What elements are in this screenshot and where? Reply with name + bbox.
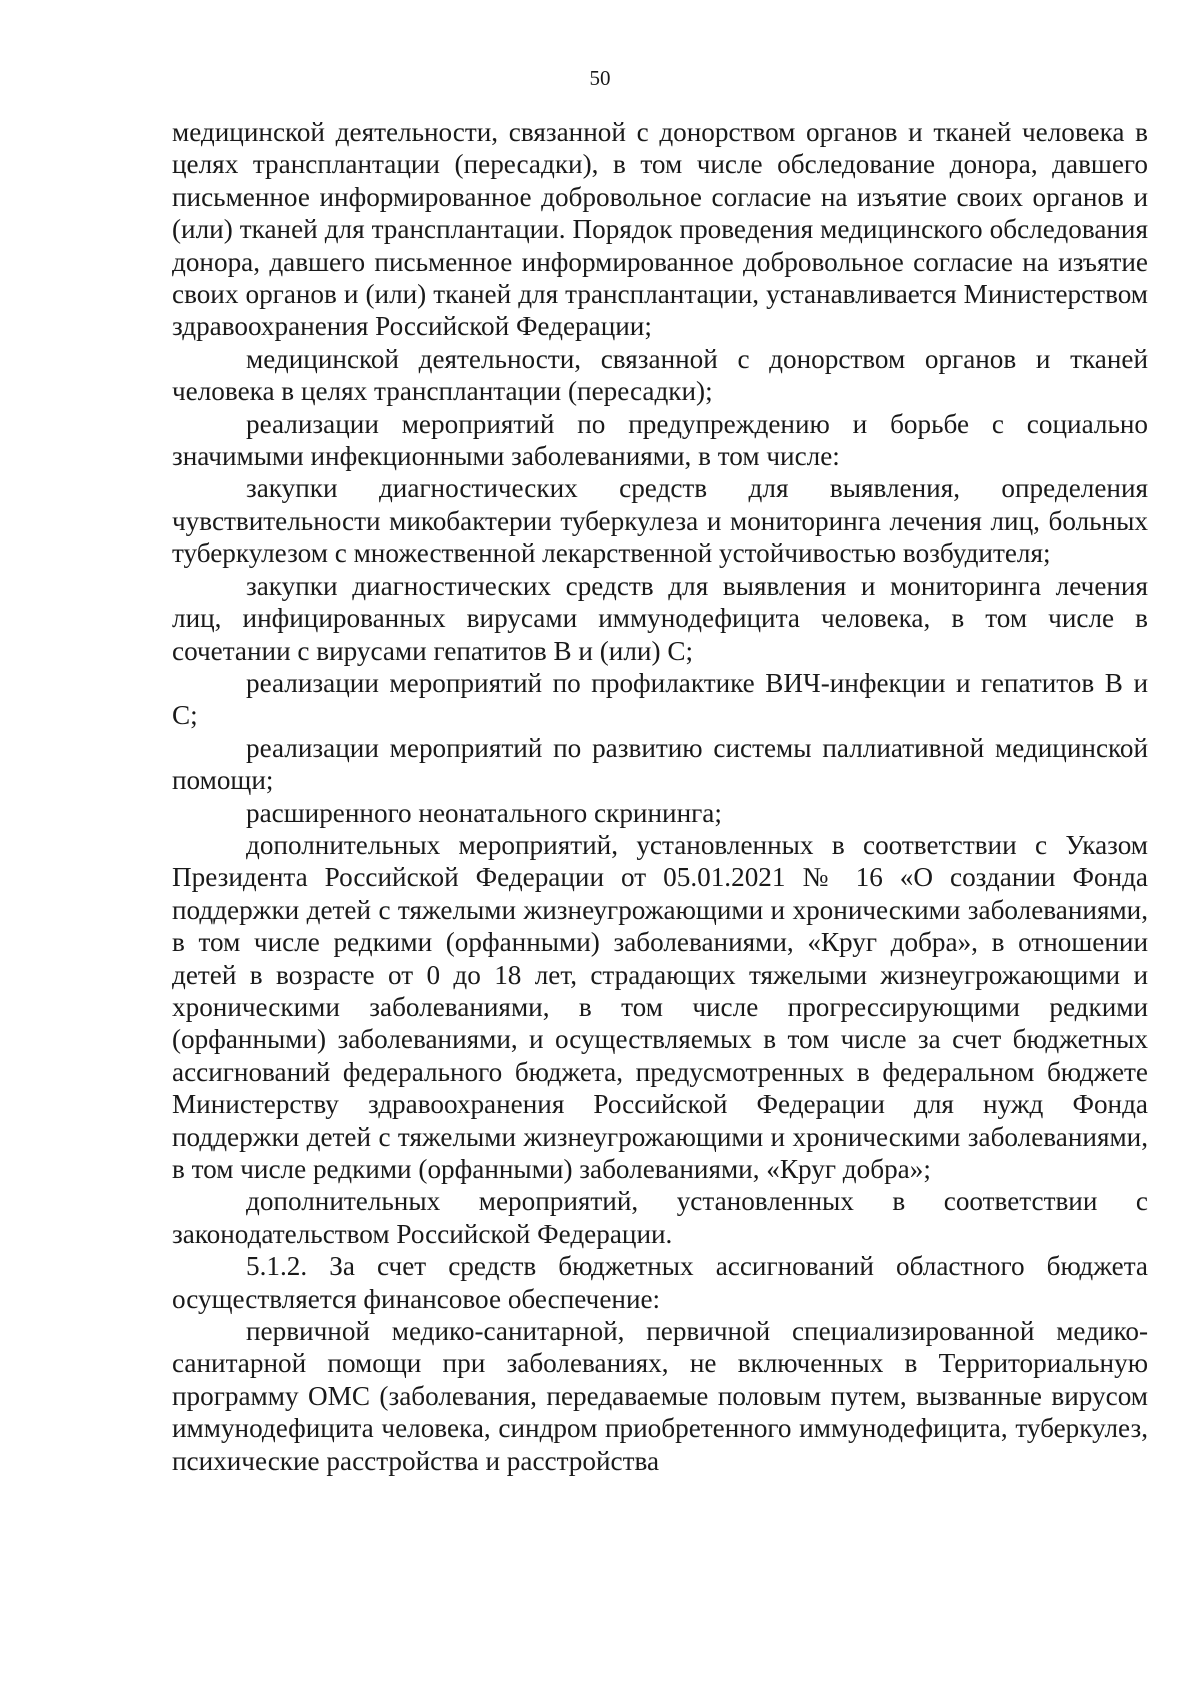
paragraph: расширенного неонатального скрининга; — [246, 797, 722, 828]
document-body — [172, 116, 1148, 1477]
paragraph: медицинской деятельности, связанной с донорством органов и тканей человека в целях трансплантации (пересадки); — [172, 343, 1148, 407]
paragraph-continuation: медицинской деятельности, связанной с донорством органов и тканей человека в целях трансплантации (пересадки), в том числе обследование донора, давшего письменное информированное добровольное согласие на изъятие своих органов и (или) тканей для трансплантации. Порядок проведения медицинского обследования донора, давшего письменное информированное добровольное согласие на изъятие своих органов и (или) тканей для трансплантации, устанавливается Министерством здравоохранения Российской Федерации; — [172, 117, 1148, 342]
paragraph: дополнительных мероприятий, установленных в соответствии с Указом Президента Российской Федерации от 05.01.2021 № 16 «О создании Фонда поддержки детей с тяжелыми жизнеугрожающими и хроническими заболеваниями, в том числе редкими (орфанными) заболеваниями, «Круг добра», в отношении детей в возрасте от 0 до 18 лет, страдающих тяжелыми жизнеугрожающими и хроническими заболеваниями, в том числе прогрессирующими редкими (орфанными) заболеваниями, и осуществляемых в том числе за счет бюджетных ассигнований федерального бюджета, предусмотренных в федеральном бюджете Министерству здравоохранения Российской Федерации для нужд Фонда поддержки детей с тяжелыми жизнеугрожающими и хроническими заболеваниями, в том числе редкими (орфанными) заболеваниями, «Круг добра»; — [172, 829, 1148, 1184]
page-number: 50 — [589, 66, 611, 90]
paragraph: дополнительных мероприятий, установленных в соответствии с законодательством Российской Федерации. — [172, 1186, 1148, 1249]
paragraph: реализации мероприятий по профилактике ВИЧ-инфекции и гепатитов В и С; — [172, 667, 1148, 731]
paragraph: первичной медико-санитарной, первичной специализированной медико-санитарной помощи при заболеваниях, не включенных в Территориальную программу ОМС (заболевания, передаваемые половым путем, вызванные вирусом иммунодефицита человека, синдром приобретенного иммунодефицита, туберкулез, психические расстройства и расстройства — [172, 1316, 1148, 1476]
paragraph: реализации мероприятий по предупреждению и борьбе с социально значимыми инфекционными заболеваниями, в том числе: — [172, 408, 1148, 472]
paragraph: реализации мероприятий по развитию системы паллиативной медицинской помощи; — [172, 732, 1148, 796]
paragraph: закупки диагностических средств для выявления и мониторинга лечения лиц, инфицированных вирусами иммунодефицита человека, в том числе в сочетании с вирусами гепатитов В и (или) С; — [172, 570, 1148, 666]
paragraph: закупки диагностических средств для выявления, определения чувствительности микобактерии туберкулеза и мониторинга лечения лиц, больных туберкулезом с множественной лекарственной устойчивостью возбудителя; — [172, 473, 1148, 569]
section-paragraph-5-1-2: 5.1.2. За счет средств бюджетных ассигнований областного бюджета осуществляется финансовое обеспечение: — [172, 1251, 1148, 1314]
